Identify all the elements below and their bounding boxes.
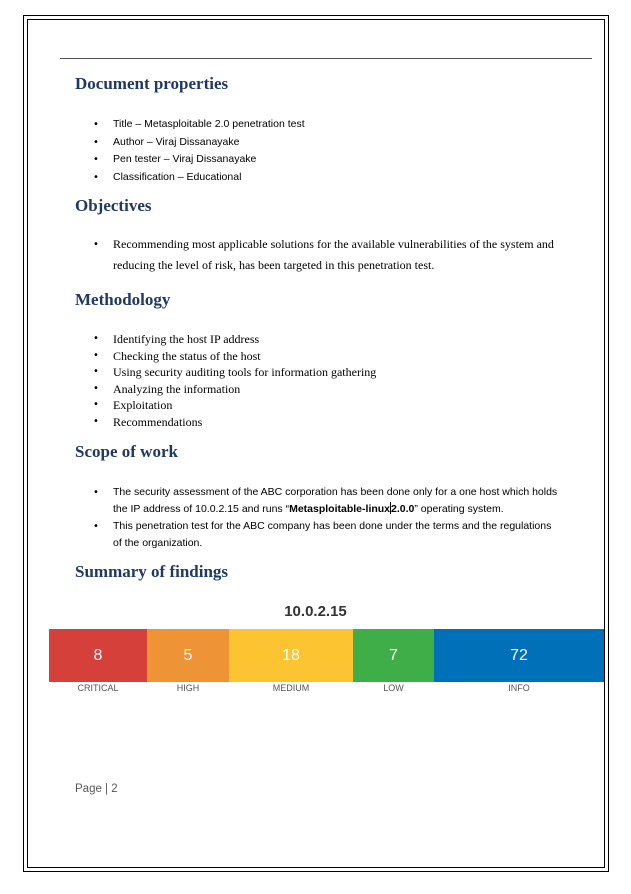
bar-label-high: HIGH xyxy=(176,683,200,693)
page-number: Page | 2 xyxy=(75,783,118,795)
methodology-list xyxy=(75,331,376,430)
list-item: • This penetration test for the ABC company has been done under the terms and the regulations of the organization. xyxy=(75,518,563,552)
bar-label-critical: CRITICAL xyxy=(77,683,119,693)
heading-methodology: Methodology xyxy=(75,290,171,309)
bar-segment-critical xyxy=(49,629,147,682)
heading-objectives: Objectives xyxy=(75,196,152,215)
list-item: • Exploitation xyxy=(75,397,376,414)
scope-list xyxy=(75,484,563,552)
heading-scope-of-work: Scope of work xyxy=(75,442,178,461)
bar-value-medium: 18 xyxy=(282,646,300,664)
list-item xyxy=(75,484,563,518)
bar-label-low: LOW xyxy=(383,683,404,693)
bar-segment-medium xyxy=(229,629,353,682)
bar-value-critical: 8 xyxy=(93,646,103,664)
objectives-list xyxy=(75,234,568,276)
list-item: • Recommendations xyxy=(75,414,376,431)
list-item: • Title – Metasploitable 2.0 penetration test xyxy=(75,116,305,134)
findings-labels xyxy=(49,683,604,695)
scope-text: The security assessment of the ABC corporation has been done only for a one host which holds the IP address of 10.0.2.15 and runs “ xyxy=(113,486,558,515)
bar-segment-low xyxy=(353,629,434,682)
list-item: • Analyzing the information xyxy=(75,381,376,398)
list-item: • Recommending most applicable solutions for the available vulnerabilities of the system and reducing the level of risk, has been targeted in this penetration test. xyxy=(75,234,568,276)
bar-value-info: 72 xyxy=(510,646,528,664)
heading-document-properties: Document properties xyxy=(75,74,229,93)
properties-list xyxy=(75,116,305,186)
list-item: • Using security auditing tools for information gathering xyxy=(75,364,376,381)
header-rule xyxy=(60,58,592,59)
list-item: • Classification – Educational xyxy=(75,169,305,187)
bar-value-low: 7 xyxy=(389,646,398,664)
list-item: • Identifying the host IP address xyxy=(75,331,376,348)
os-name: Metasploitable-linux xyxy=(289,503,391,515)
heading-summary-of-findings: Summary of findings xyxy=(75,562,229,581)
scope-text: ” operating system. xyxy=(414,503,504,515)
os-version: 2.0.0 xyxy=(391,503,415,515)
list-item: • Pen tester – Viraj Dissanayake xyxy=(75,151,305,169)
bar-segment-high xyxy=(147,629,229,682)
list-item: • Checking the status of the host xyxy=(75,348,376,365)
findings-bar xyxy=(49,629,604,682)
chart-title: 10.0.2.15 xyxy=(284,603,347,620)
bar-label-medium: MEDIUM xyxy=(272,683,310,693)
bar-label-info: INFO xyxy=(508,683,530,693)
list-item: • Author – Viraj Dissanayake xyxy=(75,134,305,152)
bar-segment-info xyxy=(434,629,604,682)
bar-value-high: 5 xyxy=(183,646,193,664)
